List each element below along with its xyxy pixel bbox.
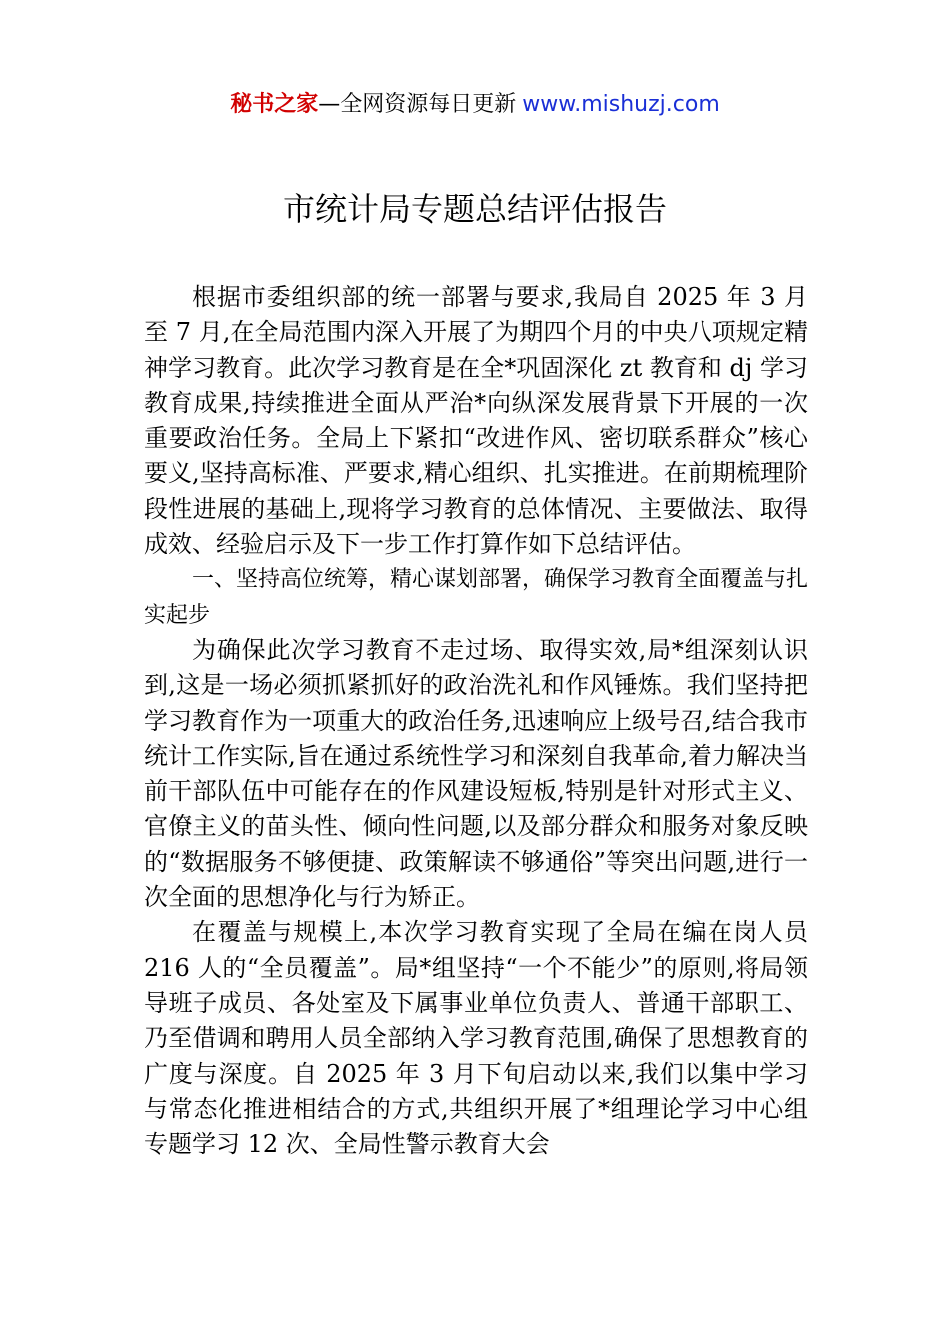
section-paragraph: 为确保此次学习教育不走过场、取得实效,局*组深刻认识到,这是一场必须抓紧抓好的政治洗礼和作风锤炼。我们坚持把学习教育作为一项重大的政治任务,迅速响应上级号召,结合我市统计工作实际,旨在通过系统性学习和深刻自我革命,着力解决当前干部队伍中可能存在的作风建设短板,特别是针对形式主义、官僚主义的苗头性、倾向性问题,以及部分群众和服务对象反映的“数据服务不够便捷、政策解读不够通俗”等突出问题,进行一次全面的思想净化与行为矫正。 bbox=[144, 635, 808, 912]
section-paragraph: 在覆盖与规模上,本次学习教育实现了全局在编在岗人员 216 人的“全员覆盖”。局*组坚持“一个不能少”的原则,将局领导班子成员、各处室及下属事业单位负责人、普通干部职工、乃至借调和聘用人员全部纳入学习教育范围,确保了思想教育的广度与深度。自 2025 年 3 月下旬启动以来,我们以集中学习与常态化推进相结合的方式,共组织开展了*组理论学习中心组专题学习 12 次、全局性警示教育大会 bbox=[144, 918, 808, 1159]
document-body bbox=[144, 280, 808, 1162]
brand-name: 秘书之家 bbox=[230, 92, 319, 117]
section-heading: 一、坚持高位统筹，精心谋划部署，确保学习教育全面覆盖与扎实起步 bbox=[144, 567, 809, 628]
site-url-link[interactable]: www.mishuzj.com bbox=[522, 92, 720, 117]
site-header bbox=[0, 88, 950, 122]
header-tagline: —全网资源每日更新 bbox=[318, 92, 517, 117]
document-title: 市统计局专题总结评估报告 bbox=[282, 190, 667, 228]
intro-paragraph: 根据市委组织部的统一部署与要求,我局自 2025 年 3 月至 7 月,在全局范围内深入开展了为期四个月的中央八项规定精神学习教育。此次学习教育是在全*巩固深化 zt 教育和 dj 学习教育成果,持续推进全面从严治*向纵深发展背景下开展的一次重要政治任务。全局上下紧扣“改进作风、密切联系群众”核心要义,坚持高标准、严要求,精心组织、扎实推进。在前期梳理阶段性进展的基础上,现将学习教育的总体情况、主要做法、取得成效、经验启示及下一步工作打算作如下总结评估。 bbox=[144, 283, 808, 559]
